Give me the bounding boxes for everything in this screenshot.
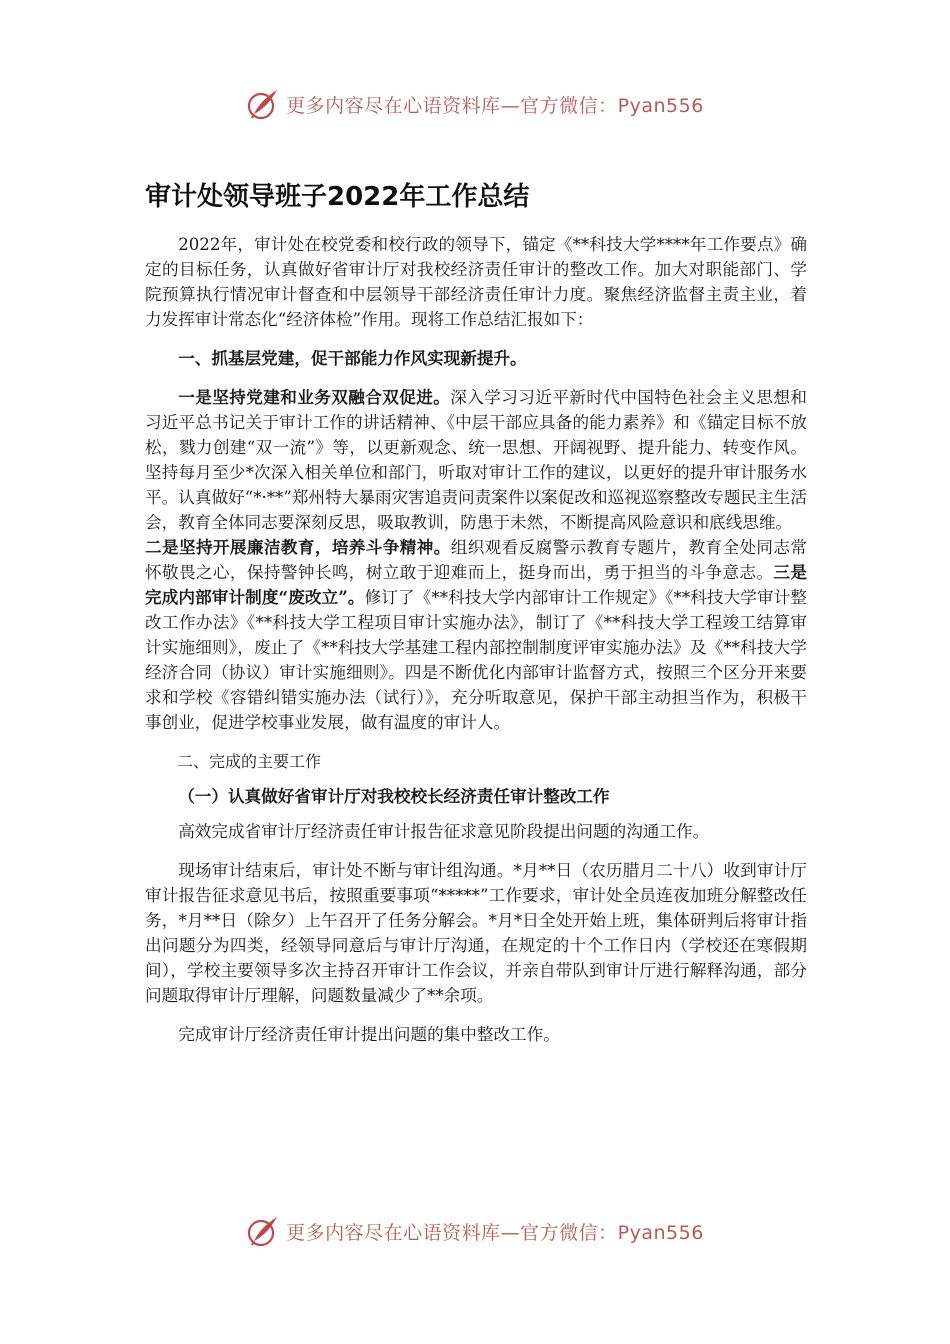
point-three-text: 修订了《**科技大学内部审计工作规定》《**科技大学审计整改工作办法》《**科技大学工程项目审计实施办法》，制订了《**科技大学工程竣工结算审计实施细则》，废止了《**科技大学基建工程内部控制制度评审实施办法》及《**科技大学经济合同（协议）审计实施细则》。四是不断优化内部审计监督方式，按照三个区分开来要求和学校《容错纠错实施办法（试行）》，充分听取意见，保护干部主动担当作为，积极干事创业，促进学校事业发展，做有温度的审计人。 <box>145 588 808 732</box>
section-heading-party-building: 一、抓基层党建，促干部能力作风实现新提升。 <box>178 348 527 368</box>
point-one-text: 深入学习习近平新时代中国特色社会主义思想和习近平总书记关于审计工作的讲话精神、《中层干部应具备的能力素养》和《锚定目标不放松，戮力创建“双一流”》等，以更新观念、统一思想、开阔视野、提升能力、转变作风。坚持每月至少*次深入相关单位和部门，听取对审计工作的建议，以更好的提升审计服务水平。认真做好“*·**”郑州特大暴雨灾害追责问责案件以案促改和巡视巡察整改专题民主生活会，教育全体同志要深刻反思，吸取教训，防患于未然，不断提高风险意识和底线思维。 <box>145 388 808 532</box>
quill-logo-icon <box>246 1214 280 1248</box>
subsection-heading-audit-rectification: （一）认真做好省审计厅对我校校长经济责任审计整改工作 <box>178 786 610 806</box>
watermark-text: 更多内容尽在心语资料库—官方微信：Pyan556 <box>286 1221 704 1244</box>
point-two-text: 组织观看反腐警示教育专题片，教育全处同志常怀敬畏之心，保持警钟长鸣，树立敢于迎难而上，挺身而出，勇于担当的斗争意志。 <box>145 538 807 582</box>
rectification-paragraph: 完成审计厅经济责任审计提出问题的集中整改工作。 <box>178 1025 560 1044</box>
watermark-text: 更多内容尽在心语资料库—官方微信：Pyan556 <box>286 94 704 117</box>
watermark-header <box>0 84 950 124</box>
quill-logo-icon <box>246 87 280 121</box>
watermark-footer <box>0 1211 950 1251</box>
section-heading-main-work: 二、完成的主要工作 <box>177 752 322 771</box>
communication-paragraph: 高效完成省审计厅经济责任审计报告征求意见阶段提出问题的沟通工作。 <box>178 822 710 841</box>
point-two-lead: 二是坚持开展廉洁教育，培养斗争精神。 <box>145 537 451 557</box>
onsite-audit-paragraph: 现场审计结束后，审计处不断与审计组沟通。*月**日（农历腊月二十八）收到审计厅审计报告征求意见书后，按照重要事项“*****”工作要求，审计处全员连夜加班分解整改任务，*月**日（除夕）上午召开了任务分解会。*月*日全处开始上班，集体研判后将审计指出问题分为四类，经领导同意后与审计厅沟通，在规定的十个工作日内（学校还在寒假期间），学校主要领导多次主持召开审计工作会议，并亲自带队到审计厅进行解释沟通，部分问题取得审计厅理解，问题数量减少了**余项。 <box>145 861 807 1005</box>
party-building-paragraph <box>145 385 807 735</box>
intro-paragraph: 2022年，审计处在校党委和校行政的领导下，锚定《**科技大学****年工作要点》确定的目标任务，认真做好省审计厅对我校经济责任审计的整改工作。加大对职能部门、学院预算执行情况审计督查和中层领导干部经济责任审计力度。聚焦经济监督主责主业，着力发挥审计常态化“经济体检”作用。现将工作总结汇报如下： <box>145 235 807 329</box>
point-three-lead: 三是完成内部审计制度“废改立”。 <box>145 562 807 607</box>
document-body <box>145 232 807 1047</box>
point-one-lead: 一是坚持党建和业务双融合双促进。 <box>178 387 451 407</box>
document-title: 审计处领导班子2022年工作总结 <box>145 182 530 212</box>
